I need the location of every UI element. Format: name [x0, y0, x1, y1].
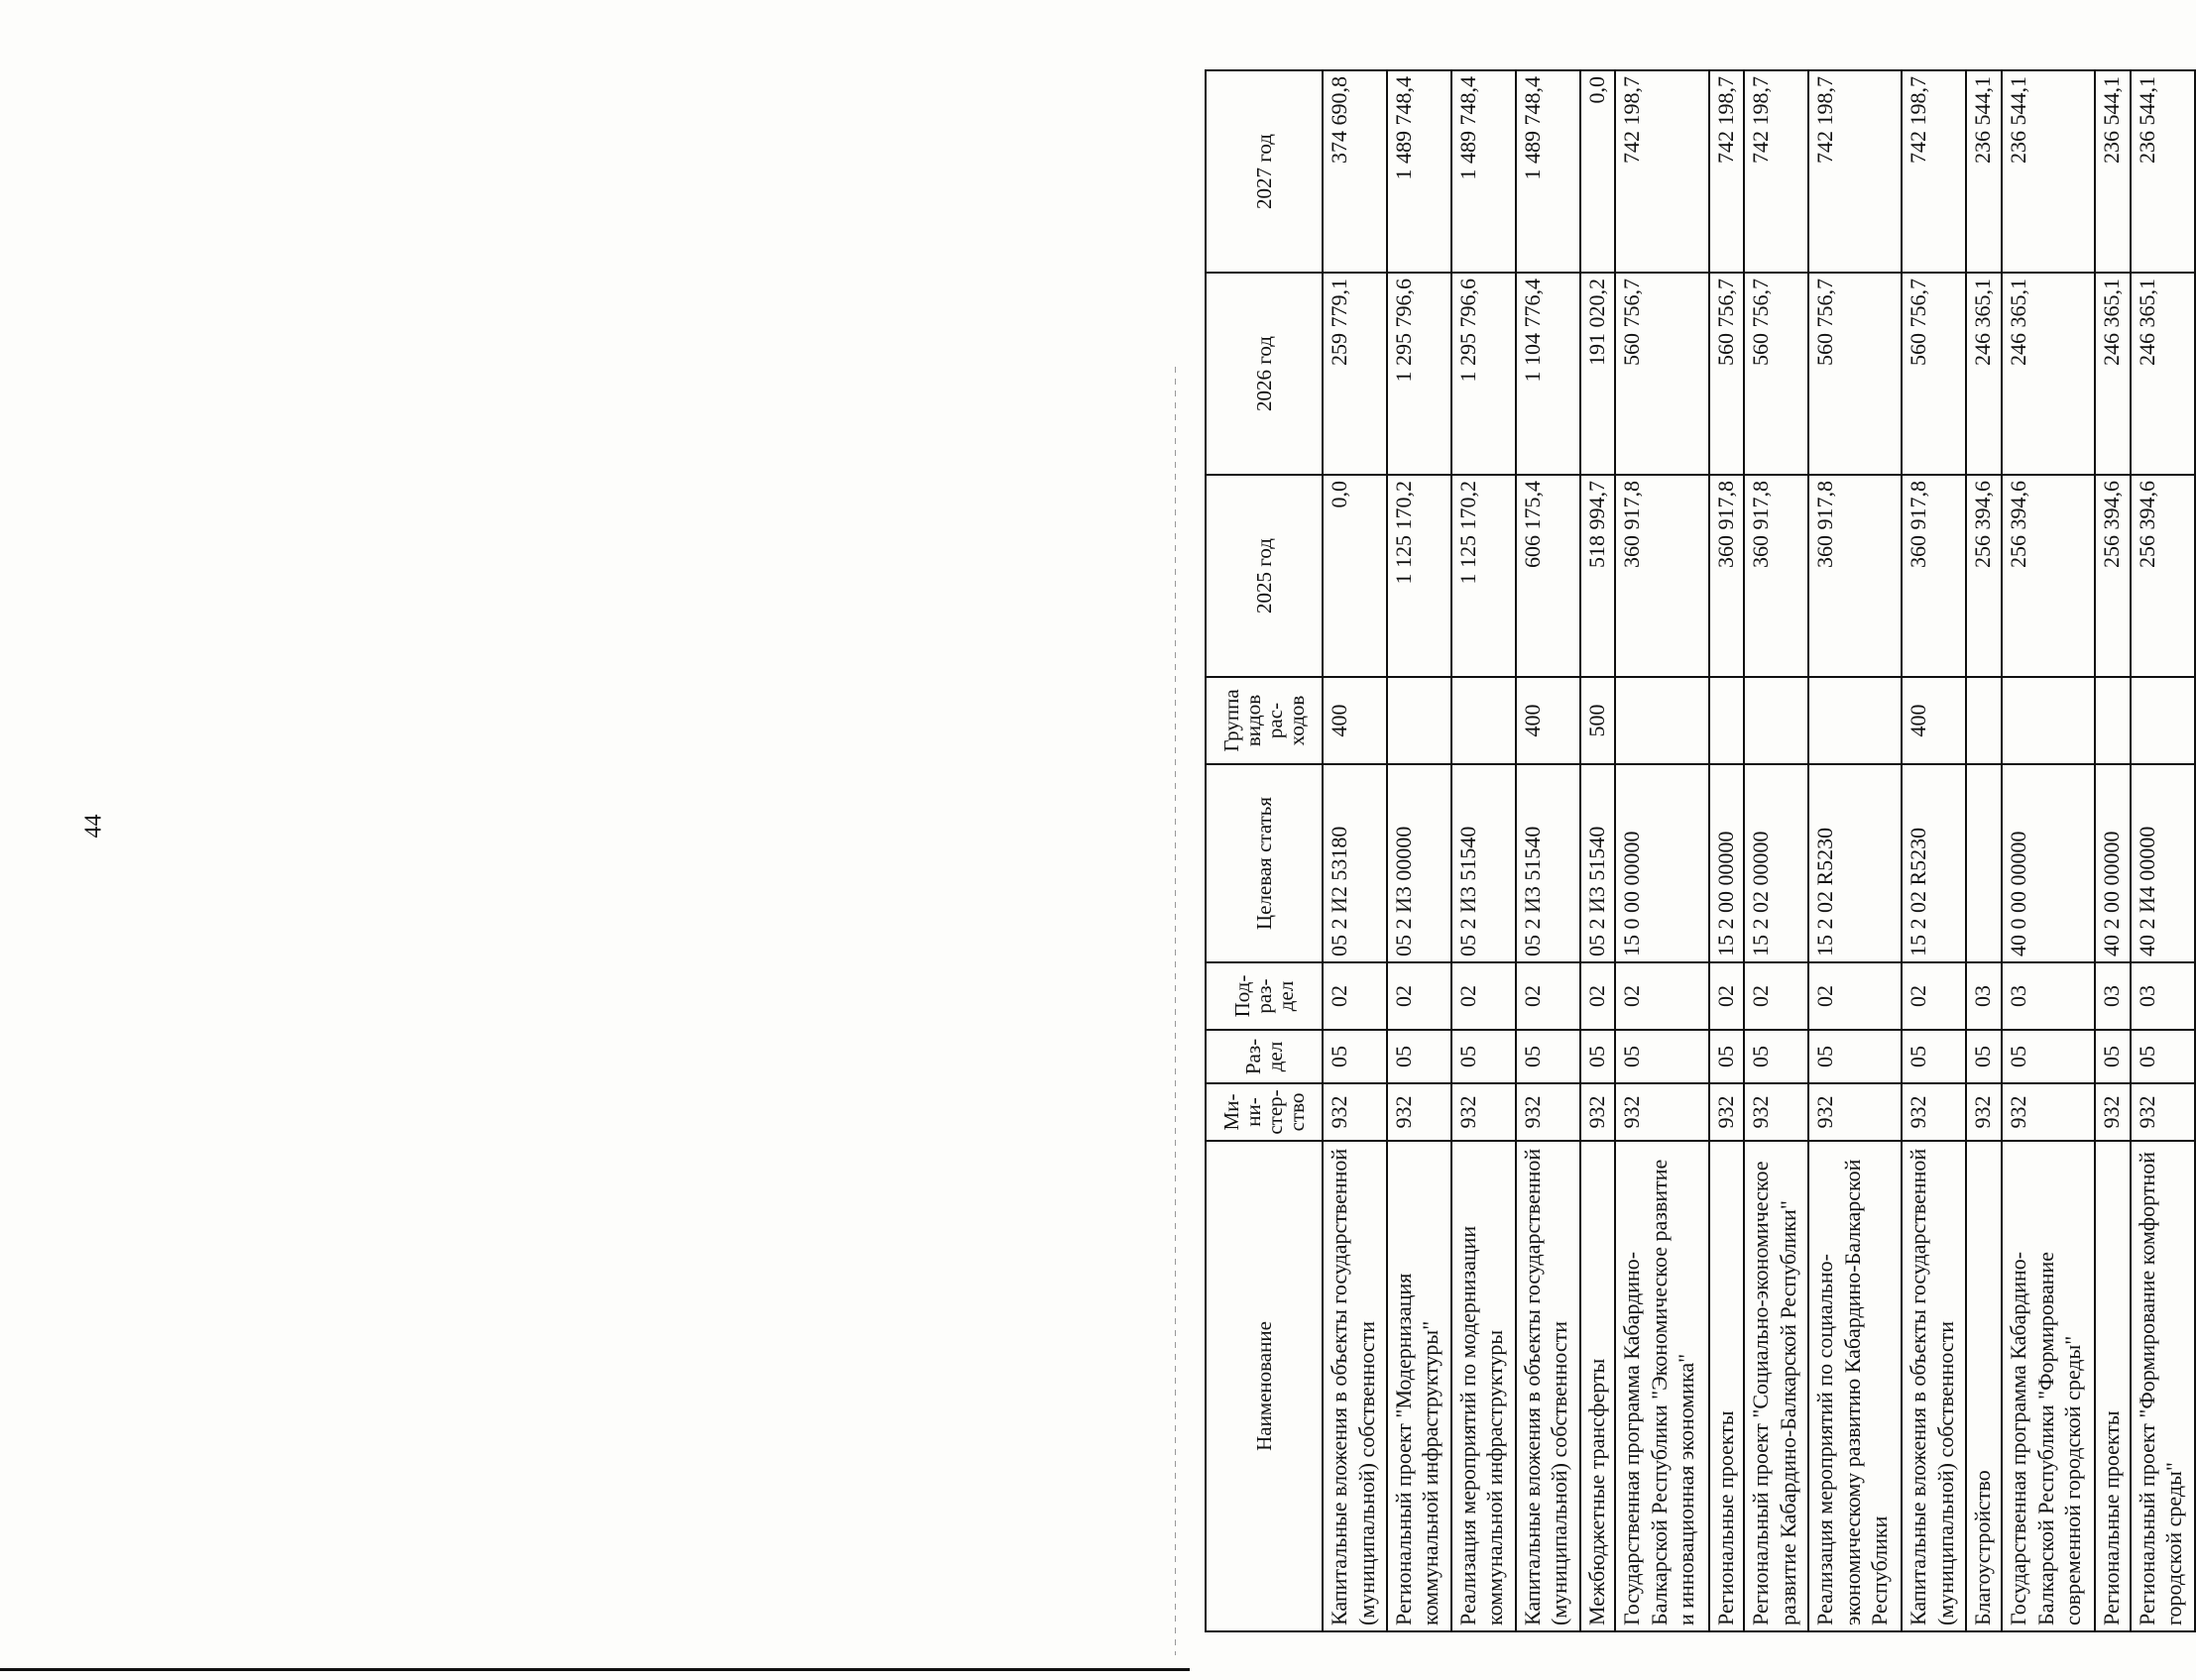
- cell-target: 40 0 00 00000: [2002, 764, 2095, 962]
- cell-target: 15 2 00 00000: [1709, 764, 1745, 962]
- cell-subsection: 02: [1615, 962, 1708, 1030]
- cell-ministry: 932: [2002, 1083, 2095, 1141]
- cell-ministry: 932: [1387, 1083, 1451, 1141]
- cell-target: 15 2 02 00000: [1744, 764, 1808, 962]
- cell-2027: 742 198,7: [1615, 70, 1708, 273]
- header-section: Раз-дел: [1206, 1030, 1323, 1083]
- cell-2025: 1 125 170,2: [1387, 475, 1451, 677]
- table-row: [2002, 70, 2095, 1631]
- cell-subsection: 02: [1387, 962, 1451, 1030]
- cell-name: Государственная программа Кабардино-Балкарской Республики "Формирование современной городской среды": [2002, 1141, 2095, 1631]
- cell-target: 15 2 02 R5230: [1808, 764, 1902, 962]
- cell-group: [1966, 677, 2002, 764]
- cell-ministry: 932: [1580, 1083, 1616, 1141]
- cell-group: [1709, 677, 1745, 764]
- cell-name: Региональный проект "Модернизация коммунальной инфраструктуры": [1387, 1141, 1451, 1631]
- cell-section: 05: [1615, 1030, 1708, 1083]
- cell-section: 05: [1580, 1030, 1616, 1083]
- header-subsection: Под-раз-дел: [1206, 962, 1323, 1030]
- cell-2027: 742 198,7: [1744, 70, 1808, 273]
- cell-subsection: 02: [1323, 962, 1387, 1030]
- cell-2026: 246 365,1: [1966, 273, 2002, 475]
- table-row: [1451, 70, 1516, 1631]
- cell-name: Региональные проекты: [2095, 1141, 2131, 1631]
- cell-group: [1451, 677, 1516, 764]
- cell-ministry: 932: [1709, 1083, 1745, 1141]
- table-body: [1323, 70, 2195, 1631]
- cell-name: Региональный проект "Социально-экономическое развитие Кабардино-Балкарской Республики": [1744, 1141, 1808, 1631]
- cell-target: 05 2 И3 51540: [1451, 764, 1516, 962]
- cell-group: [1808, 677, 1902, 764]
- cell-group: 400: [1323, 677, 1387, 764]
- cell-2025: 0,0: [1323, 475, 1387, 677]
- cell-subsection: 03: [2131, 962, 2195, 1030]
- table-header-row: [1206, 70, 1323, 1631]
- cell-ministry: 932: [1323, 1083, 1387, 1141]
- cell-name: Региональный проект "Формирование комфортной городской среды": [2131, 1141, 2195, 1631]
- cell-target: 05 2 И3 51540: [1516, 764, 1580, 962]
- cell-2026: 1 104 776,4: [1516, 273, 1580, 475]
- table-row: [1966, 70, 2002, 1631]
- cell-2027: 742 198,7: [1709, 70, 1745, 273]
- cell-2026: 560 756,7: [1902, 273, 1966, 475]
- cell-2026: 1 295 796,6: [1387, 273, 1451, 475]
- cell-group: [2002, 677, 2095, 764]
- cell-2026: 246 365,1: [2002, 273, 2095, 475]
- cell-2027: 236 544,1: [2131, 70, 2195, 273]
- cell-subsection: 02: [1744, 962, 1808, 1030]
- cell-group: 400: [1516, 677, 1580, 764]
- cell-subsection: 02: [1709, 962, 1745, 1030]
- cell-2025: 360 917,8: [1615, 475, 1708, 677]
- cell-group: [2131, 677, 2195, 764]
- cell-name: Реализация мероприятий по модернизации коммунальной инфраструктуры: [1451, 1141, 1516, 1631]
- cell-2027: 236 544,1: [2002, 70, 2095, 273]
- cell-section: 05: [1902, 1030, 1966, 1083]
- cell-2027: 1 489 748,4: [1451, 70, 1516, 273]
- cell-group: [1744, 677, 1808, 764]
- table-row: [1580, 70, 1616, 1631]
- cell-2025: 360 917,8: [1709, 475, 1745, 677]
- cell-2026: 246 365,1: [2131, 273, 2195, 475]
- cell-subsection: 02: [1580, 962, 1616, 1030]
- cell-2026: 246 365,1: [2095, 273, 2131, 475]
- table-row: [1615, 70, 1708, 1631]
- cell-section: 05: [1966, 1030, 2002, 1083]
- cell-2026: 560 756,7: [1808, 273, 1902, 475]
- header-ministry: Ми-ни-стер-ство: [1206, 1083, 1323, 1141]
- cell-2026: 259 779,1: [1323, 273, 1387, 475]
- cell-2025: 1 125 170,2: [1451, 475, 1516, 677]
- cell-2025: 256 394,6: [2002, 475, 2095, 677]
- cell-name: Межбюджетные трансферты: [1580, 1141, 1616, 1631]
- cell-2027: 236 544,1: [2095, 70, 2131, 273]
- cell-subsection: 03: [1966, 962, 2002, 1030]
- cell-section: 05: [1808, 1030, 1902, 1083]
- cell-ministry: 932: [1615, 1083, 1708, 1141]
- page-number: 44: [80, 814, 107, 839]
- cell-name: Капитальные вложения в объекты государственной (муниципальной) собственности: [1516, 1141, 1580, 1631]
- cell-ministry: 932: [2131, 1083, 2195, 1141]
- table-row: [1387, 70, 1451, 1631]
- cell-name: Региональные проекты: [1709, 1141, 1745, 1631]
- cell-subsection: 02: [1808, 962, 1902, 1030]
- header-group: Группа видов рас-ходов: [1206, 677, 1323, 764]
- table-row: [1516, 70, 1580, 1631]
- cell-name: Государственная программа Кабардино-Балкарской Республики "Экономическое развитие и инновационная экономика": [1615, 1141, 1708, 1631]
- cell-name: Капитальные вложения в объекты государственной (муниципальной) собственности: [1902, 1141, 1966, 1631]
- table-row: [2095, 70, 2131, 1631]
- header-target: Целевая статья: [1206, 764, 1323, 962]
- cell-2025: 256 394,6: [2095, 475, 2131, 677]
- cell-name: Реализация мероприятий по социально-экономическому развитию Кабардино-Балкарской Республики: [1808, 1141, 1902, 1631]
- cell-2025: 256 394,6: [2131, 475, 2195, 677]
- cell-2027: 742 198,7: [1902, 70, 1966, 273]
- cell-2025: 360 917,8: [1902, 475, 1966, 677]
- cell-section: 05: [1387, 1030, 1451, 1083]
- cell-2026: 560 756,7: [1744, 273, 1808, 475]
- cell-group: [1615, 677, 1708, 764]
- header-2027: 2027 год: [1206, 70, 1323, 273]
- cell-name: Капитальные вложения в объекты государственной (муниципальной) собственности: [1323, 1141, 1387, 1631]
- cell-section: 05: [1709, 1030, 1745, 1083]
- cell-section: 05: [2095, 1030, 2131, 1083]
- cell-target: 05 2 И2 53180: [1323, 764, 1387, 962]
- cell-2026: 560 756,7: [1615, 273, 1708, 475]
- cell-subsection: 03: [2095, 962, 2131, 1030]
- cell-target: 15 2 02 R5230: [1902, 764, 1966, 962]
- cell-2027: 0,0: [1580, 70, 1616, 273]
- cell-ministry: 932: [1744, 1083, 1808, 1141]
- header-2026: 2026 год: [1206, 273, 1323, 475]
- bottom-rule: [0, 1668, 1190, 1671]
- cell-ministry: 932: [1451, 1083, 1516, 1141]
- cell-subsection: 02: [1516, 962, 1580, 1030]
- cell-2027: 742 198,7: [1808, 70, 1902, 273]
- cell-target: 05 2 И3 00000: [1387, 764, 1451, 962]
- cell-section: 05: [1451, 1030, 1516, 1083]
- cell-2027: 236 544,1: [1966, 70, 2002, 273]
- cell-2025: 518 994,7: [1580, 475, 1616, 677]
- cell-section: 05: [1744, 1030, 1808, 1083]
- header-name: Наименование: [1206, 1141, 1323, 1631]
- cell-2027: 1 489 748,4: [1387, 70, 1451, 273]
- cell-subsection: 03: [2002, 962, 2095, 1030]
- cell-2026: 560 756,7: [1709, 273, 1745, 475]
- budget-table: [1205, 69, 2196, 1632]
- table-row: [1744, 70, 1808, 1631]
- cell-section: 05: [2131, 1030, 2195, 1083]
- table-row: [1808, 70, 1902, 1631]
- cell-group: [1387, 677, 1451, 764]
- cell-target: 40 2 И4 00000: [2131, 764, 2195, 962]
- cell-group: 400: [1902, 677, 1966, 764]
- cell-group: [2095, 677, 2131, 764]
- cell-ministry: 932: [1902, 1083, 1966, 1141]
- table-row: [2131, 70, 2195, 1631]
- cell-target: 15 0 00 00000: [1615, 764, 1708, 962]
- cell-2025: 256 394,6: [1966, 475, 2002, 677]
- cell-target: [1966, 764, 2002, 962]
- cell-section: 05: [1516, 1030, 1580, 1083]
- cell-subsection: 02: [1451, 962, 1516, 1030]
- cell-section: 05: [2002, 1030, 2095, 1083]
- cell-ministry: 932: [2095, 1083, 2131, 1141]
- cell-group: 500: [1580, 677, 1616, 764]
- cell-2025: 606 175,4: [1516, 475, 1580, 677]
- cell-2025: 360 917,8: [1808, 475, 1902, 677]
- cell-2025: 360 917,8: [1744, 475, 1808, 677]
- scan-edge-mark: [1175, 367, 1176, 1655]
- cell-ministry: 932: [1808, 1083, 1902, 1141]
- cell-2027: 374 690,8: [1323, 70, 1387, 273]
- table-row: [1323, 70, 1387, 1631]
- cell-target: 40 2 00 00000: [2095, 764, 2131, 962]
- cell-name: Благоустройство: [1966, 1141, 2002, 1631]
- table-row: [1902, 70, 1966, 1631]
- cell-section: 05: [1323, 1030, 1387, 1083]
- header-2025: 2025 год: [1206, 475, 1323, 677]
- cell-2027: 1 489 748,4: [1516, 70, 1580, 273]
- budget-table-container: [1205, 71, 2196, 1632]
- cell-subsection: 02: [1902, 962, 1966, 1030]
- cell-2026: 1 295 796,6: [1451, 273, 1516, 475]
- table-row: [1709, 70, 1745, 1631]
- cell-target: 05 2 И3 51540: [1580, 764, 1616, 962]
- cell-ministry: 932: [1516, 1083, 1580, 1141]
- cell-2026: 191 020,2: [1580, 273, 1616, 475]
- cell-ministry: 932: [1966, 1083, 2002, 1141]
